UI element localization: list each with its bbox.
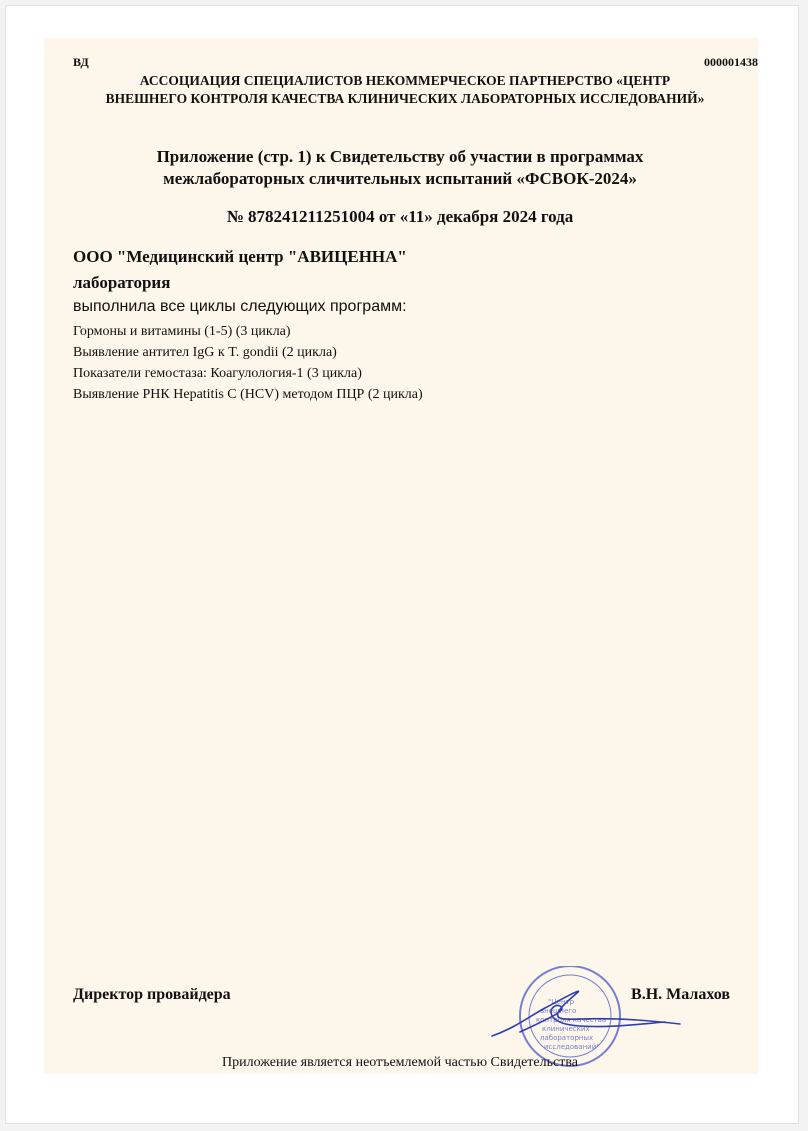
document-number: 000001438: [704, 55, 758, 69]
appendix-title-line-1: Приложение (стр. 1) к Свидетельству об участии в программах: [156, 147, 644, 166]
programs-intro: выполнила все циклы следующих программ:: [73, 298, 407, 315]
program-item: Выявление РНК Hepatitis C (HCV) методом ПЦР (2 цикла): [73, 387, 423, 402]
document-code: ВД: [73, 55, 89, 69]
svg-text:контроля качества: контроля качества: [536, 1016, 607, 1024]
program-item: Показатели гемостаза: Коагулология-1 (3 цикла): [73, 366, 362, 381]
director-title: Директор провайдера: [73, 986, 231, 1003]
certificate-number: № 878241211251004 от «11» декабря 2024 года: [226, 207, 574, 226]
organization-name: АССОЦИАЦИЯ СПЕЦИАЛИСТОВ НЕКОММЕРЧЕСКОЕ ПАРТНЕРСТВО «ЦЕНТР ВНЕШНЕГО КОНТРОЛЯ КАЧЕСТВА КЛИНИЧЕСКИХ ЛАБОРАТОРНЫХ ИССЛЕДОВАНИЙ»: [105, 73, 705, 106]
svg-text:лабораторных: лабораторных: [540, 1034, 594, 1042]
svg-text:исследований": исследований": [544, 1043, 600, 1051]
appendix-title-line-2: межлабораторных сличительных испытаний «ФСВОК-2024»: [163, 169, 637, 188]
svg-text:"Центр: "Центр: [548, 998, 575, 1006]
program-item: Гормоны и витамины (1-5) (3 цикла): [73, 324, 291, 339]
laboratory-type: лаборатория: [73, 273, 171, 292]
footer-note: Приложение является неотъемлемой частью Свидетельства: [222, 1055, 578, 1070]
svg-text:внешнего: внешнего: [540, 1007, 577, 1015]
certificate-sheet: [44, 38, 758, 1074]
svg-text:клинических: клинических: [542, 1025, 590, 1033]
director-name: В.Н. Малахов: [631, 986, 730, 1003]
programs-list: [73, 321, 423, 405]
laboratory-name: ООО "Медицинский центр "АВИЦЕННА": [73, 247, 407, 266]
appendix-title: [100, 146, 700, 190]
program-item: Выявление антител IgG к T. gondii (2 цикла): [73, 345, 337, 360]
